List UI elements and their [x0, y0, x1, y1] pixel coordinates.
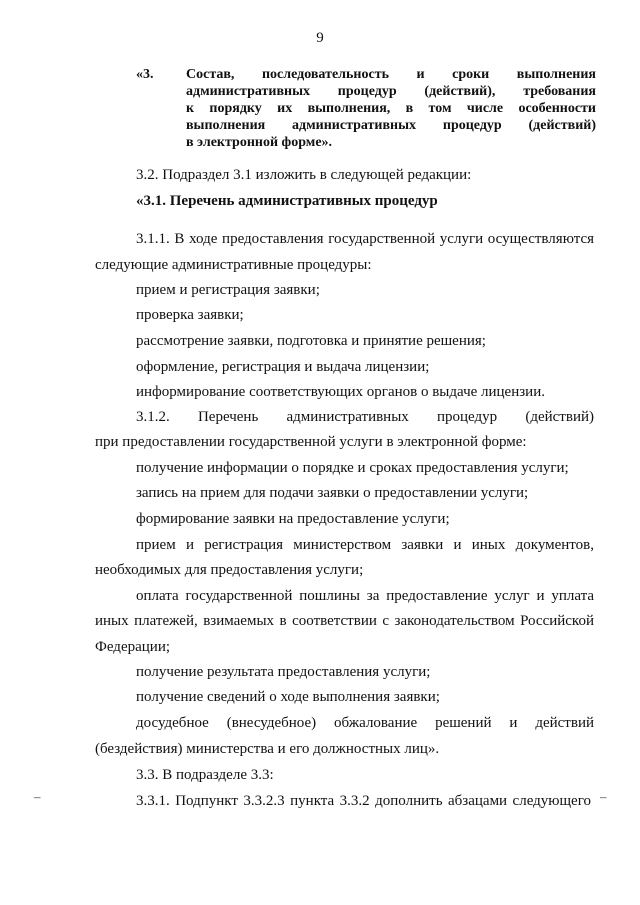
list-item: формирование заявки на предоставление услуги;: [136, 511, 450, 527]
list-item-continuation: Федерации;: [95, 639, 171, 655]
heading-line: административных процедур (действий), требования: [186, 84, 596, 99]
paragraph-3-3: 3.3. В подразделе 3.3:: [136, 767, 274, 783]
list-item: оформление, регистрация и выдача лицензии;: [136, 359, 430, 375]
list-item: запись на прием для подачи заявки о предоставлении услуги;: [136, 485, 529, 501]
heading-line: в электронной форме».: [186, 135, 333, 150]
list-item: информирование соответствующих органов о выдаче лицензии.: [136, 384, 545, 400]
list-item: рассмотрение заявки, подготовка и принятие решения;: [136, 333, 486, 349]
section-3-heading: [136, 66, 596, 151]
paragraph-3-2: 3.2. Подраздел 3.1 изложить в следующей редакции:: [136, 167, 472, 183]
scan-mark: –: [34, 789, 41, 804]
heading-line: к порядку их выполнения, в том числе особенности: [186, 101, 596, 116]
list-item: проверка заявки;: [136, 307, 244, 323]
list-item: оплата государственной пошлины за предоставление услуг и уплата: [136, 588, 594, 604]
heading-line: выполнения административных процедур (действий): [186, 118, 596, 133]
heading-line: Состав, последовательность и сроки выполнения: [186, 67, 596, 82]
paragraph-3-1-1-line1: 3.1.1. В ходе предоставления государственной услуги осуществляются: [136, 231, 594, 247]
page-number: 9: [316, 30, 324, 46]
list-item: досудебное (внесудебное) обжалование решений и действий: [136, 715, 594, 731]
paragraph-3-1-1-line2: следующие административные процедуры:: [95, 257, 372, 273]
list-item: прием и регистрация заявки;: [136, 282, 320, 298]
list-item: получение результата предоставления услуги;: [136, 664, 431, 680]
subsection-3-1-heading: «3.1. Перечень административных процедур: [136, 193, 438, 209]
paragraph-3-3-1: 3.3.1. Подпункт 3.3.2.3 пункта 3.3.2 дополнить абзацами следующего: [136, 793, 591, 809]
list-item-continuation: необходимых для предоставления услуги;: [95, 562, 364, 578]
section-3-number: «3.: [136, 67, 154, 82]
list-item-continuation: иных платежей, взимаемых в соответствии с законодательством Российской: [95, 613, 594, 629]
list-item: получение сведений о ходе выполнения заявки;: [136, 689, 440, 705]
paragraph-3-1-2-line2: при предоставлении государственной услуги в электронной форме:: [95, 434, 527, 450]
paragraph-3-1-2-line1: 3.1.2. Перечень административных процедур (действий): [136, 409, 594, 425]
list-item-continuation: (бездействия) министерства и его должностных лиц».: [95, 741, 440, 757]
list-item: прием и регистрация министерством заявки и иных документов,: [136, 537, 594, 553]
scan-mark: –: [600, 789, 607, 804]
list-item: получение информации о порядке и сроках предоставления услуги;: [136, 460, 569, 476]
